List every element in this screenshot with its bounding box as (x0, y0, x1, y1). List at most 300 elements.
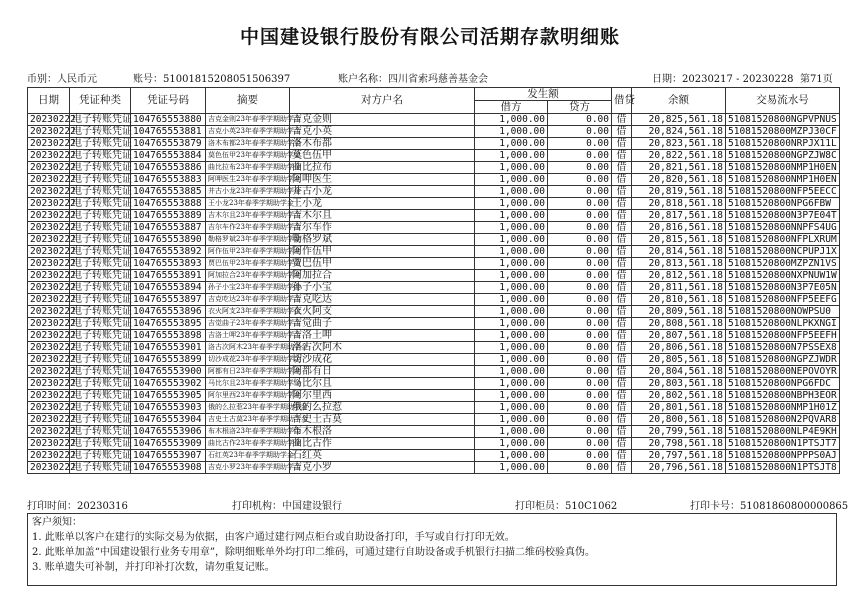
account-name: 账户名称：四川省索玛慈善基金会 (338, 74, 488, 85)
cell-date: 20230222 (28, 426, 70, 438)
cell-date: 20230222 (28, 198, 70, 210)
cell-serial: 51081520800NGPVPNUS (726, 114, 840, 126)
cell-date: 20230222 (28, 330, 70, 342)
cell-voucher-no: 104765553906 (131, 426, 206, 438)
cell-debit: 1,000.00 (475, 366, 548, 378)
cell-summary: 曲比拉布23年春季学期助学金 (206, 162, 290, 174)
cell-voucher-type: 电子转账凭证 (70, 402, 131, 414)
cell-serial: 51081520800NPPPS0AJ (726, 450, 840, 462)
cell-credit: 0.00 (548, 222, 612, 234)
cell-voucher-no: 104765553900 (131, 366, 206, 378)
cell-debit-credit: 借 (612, 282, 632, 294)
cell-counterparty: 布木根洛 (290, 426, 475, 438)
print-org: 打印机构：中国建设银行 (232, 501, 342, 512)
cell-balance: 20,802,561.18 (632, 390, 726, 402)
cell-summary: 莫色伍甲23年春季学期助学金 (206, 150, 290, 162)
table-row (28, 246, 840, 258)
cell-counterparty: 莫色伍甲 (290, 150, 475, 162)
table-row (28, 222, 840, 234)
cell-summary: 曲比古作23年春季学期助学金 (206, 438, 290, 450)
cell-credit: 0.00 (548, 258, 612, 270)
cell-debit-credit: 借 (612, 450, 632, 462)
currency-label: 币别：人民币元 (27, 74, 97, 85)
cell-debit: 1,000.00 (475, 390, 548, 402)
cell-voucher-type: 电子转账凭证 (70, 162, 131, 174)
cell-serial: 51081520800NMP1H0EN (726, 162, 840, 174)
cell-debit: 1,000.00 (475, 402, 548, 414)
page-title: 中国建设银行股份有限公司活期存款明细账 (239, 26, 620, 48)
cell-credit: 0.00 (548, 438, 612, 450)
cell-serial: 51081520800N7PSSEX8 (726, 342, 840, 354)
cell-voucher-type: 电子转账凭证 (70, 318, 131, 330)
cell-serial: 51081520800NFP5EEFH (726, 330, 840, 342)
cell-voucher-type: 电子转账凭证 (70, 366, 131, 378)
cell-counterparty: 吉木尔且 (290, 210, 475, 222)
cell-voucher-type: 电子转账凭证 (70, 426, 131, 438)
cell-balance: 20,807,561.18 (632, 330, 726, 342)
cell-summary: 吉克吃达23年春季学期助学金 (206, 294, 290, 306)
cell-credit: 0.00 (548, 330, 612, 342)
cell-voucher-type: 电子转账凭证 (70, 294, 131, 306)
cell-debit-credit: 借 (612, 294, 632, 306)
cell-summary: 阿加拉合23年春季学期助学金 (206, 270, 290, 282)
cell-counterparty: 阿加拉合 (290, 270, 475, 282)
cell-serial: 51081520800N3P7E05N (726, 282, 840, 294)
cell-date: 20230222 (28, 162, 70, 174)
cell-debit-credit: 借 (612, 198, 632, 210)
table-row (28, 450, 840, 462)
cell-date: 20230222 (28, 342, 70, 354)
header-credit: 贷方 (548, 101, 612, 114)
cell-voucher-type: 电子转账凭证 (70, 138, 131, 150)
cell-debit-credit: 借 (612, 402, 632, 414)
cell-credit: 0.00 (548, 450, 612, 462)
cell-serial: 51081520800N1PTSJT8 (726, 462, 840, 474)
cell-debit: 1,000.00 (475, 234, 548, 246)
cell-summary: 吉尔车作23年春季学期助学金 (206, 222, 290, 234)
cell-summary: 吉克金则23年春季学期助学金 (206, 114, 290, 126)
cell-debit: 1,000.00 (475, 258, 548, 270)
cell-serial: 51081520800NGPZJWDR (726, 354, 840, 366)
cell-counterparty: 吉克小英 (290, 126, 475, 138)
cell-date: 20230222 (28, 462, 70, 474)
cell-voucher-no: 104765553890 (131, 234, 206, 246)
cell-summary: 阿尔里西23年春季学期助学金 (206, 390, 290, 402)
cell-debit: 1,000.00 (475, 438, 548, 450)
cell-balance: 20,815,561.18 (632, 234, 726, 246)
cell-debit-credit: 借 (612, 414, 632, 426)
cell-date: 20230222 (28, 114, 70, 126)
cell-balance: 20,799,561.18 (632, 426, 726, 438)
cell-credit: 0.00 (548, 114, 612, 126)
cell-debit-credit: 借 (612, 462, 632, 474)
cell-voucher-no: 104765553898 (131, 330, 206, 342)
cell-debit-credit: 借 (612, 330, 632, 342)
cell-balance: 20,798,561.18 (632, 438, 726, 450)
table-row (28, 330, 840, 342)
cell-voucher-no: 104765553903 (131, 402, 206, 414)
cell-counterparty: 吉克金则 (290, 114, 475, 126)
cell-balance: 20,819,561.18 (632, 186, 726, 198)
cell-voucher-no: 104765553891 (131, 270, 206, 282)
table-row (28, 174, 840, 186)
notice-title: 客户须知： (32, 517, 82, 528)
table-row (28, 162, 840, 174)
cell-serial: 51081520800NPG6FBW (726, 198, 840, 210)
table-row (28, 318, 840, 330)
cell-debit: 1,000.00 (475, 162, 548, 174)
cell-voucher-type: 电子转账凭证 (70, 282, 131, 294)
cell-credit: 0.00 (548, 174, 612, 186)
cell-credit: 0.00 (548, 414, 612, 426)
cell-serial: 51081520800NLPKXNGI (726, 318, 840, 330)
cell-voucher-type: 电子转账凭证 (70, 306, 131, 318)
cell-debit-credit: 借 (612, 138, 632, 150)
cell-date: 20230222 (28, 294, 70, 306)
cell-summary: 阿都有日23年春季学期助学金 (206, 366, 290, 378)
cell-date: 20230222 (28, 402, 70, 414)
cell-debit: 1,000.00 (475, 126, 548, 138)
cell-counterparty: 吉洛土呷 (290, 330, 475, 342)
cell-summary: 石红英23年春季学期助学金 (206, 450, 290, 462)
table-row (28, 426, 840, 438)
cell-date: 20230222 (28, 414, 70, 426)
cell-counterparty: 切沙成花 (290, 354, 475, 366)
cell-date: 20230222 (28, 438, 70, 450)
table-row (28, 198, 840, 210)
cell-credit: 0.00 (548, 270, 612, 282)
customer-notice (27, 513, 837, 586)
cell-date: 20230222 (28, 366, 70, 378)
cell-summary: 吉觉曲子23年春季学期助学金 (206, 318, 290, 330)
cell-debit-credit: 借 (612, 246, 632, 258)
cell-voucher-no: 104765553899 (131, 354, 206, 366)
cell-counterparty: 勒格罗斌 (290, 234, 475, 246)
cell-balance: 20,812,561.18 (632, 270, 726, 282)
cell-debit-credit: 借 (612, 126, 632, 138)
cell-credit: 0.00 (548, 186, 612, 198)
cell-credit: 0.00 (548, 162, 612, 174)
header-date: 日期 (28, 88, 70, 114)
cell-credit: 0.00 (548, 138, 612, 150)
cell-voucher-type: 电子转账凭证 (70, 450, 131, 462)
cell-debit: 1,000.00 (475, 222, 548, 234)
cell-balance: 20,797,561.18 (632, 450, 726, 462)
cell-debit: 1,000.00 (475, 246, 548, 258)
table-row (28, 402, 840, 414)
cell-balance: 20,825,561.18 (632, 114, 726, 126)
cell-date: 20230222 (28, 186, 70, 198)
cell-voucher-type: 电子转账凭证 (70, 114, 131, 126)
cell-voucher-type: 电子转账凭证 (70, 414, 131, 426)
cell-debit: 1,000.00 (475, 270, 548, 282)
table-row (28, 210, 840, 222)
cell-balance: 20,824,561.18 (632, 126, 726, 138)
cell-date: 20230222 (28, 138, 70, 150)
cell-date: 20230222 (28, 126, 70, 138)
cell-serial: 51081520800NRPJX11L (726, 138, 840, 150)
cell-voucher-no: 104765553909 (131, 438, 206, 450)
cell-voucher-type: 电子转账凭证 (70, 342, 131, 354)
cell-counterparty: 阿尔里西 (290, 390, 475, 402)
cell-credit: 0.00 (548, 342, 612, 354)
table-row (28, 390, 840, 402)
cell-voucher-no: 104765553879 (131, 138, 206, 150)
cell-summary: 吉史土古莫23年春季学期助学金 (206, 414, 290, 426)
cell-debit: 1,000.00 (475, 426, 548, 438)
cell-debit: 1,000.00 (475, 450, 548, 462)
cell-balance: 20,818,561.18 (632, 198, 726, 210)
cell-counterparty: 马比尔且 (290, 378, 475, 390)
cell-date: 20230222 (28, 258, 70, 270)
cell-debit-credit: 借 (612, 150, 632, 162)
cell-counterparty: 王小龙 (290, 198, 475, 210)
cell-voucher-type: 电子转账凭证 (70, 330, 131, 342)
table-row (28, 342, 840, 354)
print-time: 打印时间：20230316 (27, 501, 128, 512)
cell-voucher-no: 104765553908 (131, 462, 206, 474)
cell-balance: 20,816,561.18 (632, 222, 726, 234)
cell-debit-credit: 借 (612, 366, 632, 378)
table-row (28, 366, 840, 378)
cell-summary: 洛木布都23年春季学期助学金 (206, 138, 290, 150)
cell-voucher-no: 104765553892 (131, 246, 206, 258)
cell-serial: 51081520800NMP1H0EN (726, 174, 840, 186)
cell-serial: 51081520800NOWPSU0 (726, 306, 840, 318)
cell-debit: 1,000.00 (475, 354, 548, 366)
cell-summary: 吉洛土呷23年春季学期助学金 (206, 330, 290, 342)
cell-counterparty: 吉克小罗 (290, 462, 475, 474)
cell-debit-credit: 借 (612, 426, 632, 438)
table-row (28, 138, 840, 150)
notice-item: 1. 此账单以客户在建行的实际交易为依据，由客户通过建行网点柜台或自助设备打印，手写或自行打印无效。 (32, 532, 515, 543)
cell-debit: 1,000.00 (475, 330, 548, 342)
cell-serial: 51081520800MZPJ30CF (726, 126, 840, 138)
cell-balance: 20,806,561.18 (632, 342, 726, 354)
cell-date: 20230222 (28, 390, 70, 402)
table-row (28, 234, 840, 246)
cell-serial: 51081520800NFP5EEFG (726, 294, 840, 306)
header-debit: 借方 (475, 101, 548, 114)
cell-debit-credit: 借 (612, 378, 632, 390)
cell-credit: 0.00 (548, 234, 612, 246)
cell-date: 20230222 (28, 282, 70, 294)
cell-counterparty: 吉克吃达 (290, 294, 475, 306)
header-summary: 摘要 (206, 88, 290, 114)
cell-balance: 20,823,561.18 (632, 138, 726, 150)
cell-credit: 0.00 (548, 378, 612, 390)
cell-credit: 0.00 (548, 126, 612, 138)
cell-summary: 井古小龙23年春季学期助学金 (206, 186, 290, 198)
cell-debit-credit: 借 (612, 342, 632, 354)
cell-balance: 20,804,561.18 (632, 366, 726, 378)
cell-counterparty: 石红英 (290, 450, 475, 462)
cell-summary: 吉木尔且23年春季学期助学金 (206, 210, 290, 222)
cell-voucher-type: 电子转账凭证 (70, 186, 131, 198)
header-voucher-type: 凭证种类 (70, 88, 131, 114)
cell-voucher-type: 电子转账凭证 (70, 150, 131, 162)
cell-summary: 阿作伍甲23年春季学期助学金 (206, 246, 290, 258)
header-debit-credit: 借贷 (612, 88, 632, 114)
header-counterparty: 对方户名 (290, 88, 475, 114)
cell-summary: 吉克小英23年春季学期助学金 (206, 126, 290, 138)
cell-voucher-type: 电子转账凭证 (70, 378, 131, 390)
cell-debit: 1,000.00 (475, 138, 548, 150)
cell-voucher-type: 电子转账凭证 (70, 246, 131, 258)
cell-date: 20230222 (28, 210, 70, 222)
cell-serial: 51081520800NEPOVOYR (726, 366, 840, 378)
cell-summary: 吉克小罗23年春季学期助学金 (206, 462, 290, 474)
cell-debit-credit: 借 (612, 390, 632, 402)
cell-voucher-no: 104765553886 (131, 162, 206, 174)
cell-summary: 马比尔且23年春季学期助学金 (206, 378, 290, 390)
cell-debit-credit: 借 (612, 186, 632, 198)
cell-voucher-no: 104765553893 (131, 258, 206, 270)
table-row (28, 354, 840, 366)
page-number: 第71页 (800, 74, 833, 85)
cell-serial: 51081520800MZPZN1VS (726, 258, 840, 270)
cell-counterparty: 吉史土古莫 (290, 414, 475, 426)
cell-debit-credit: 借 (612, 354, 632, 366)
cell-voucher-no: 104765553887 (131, 222, 206, 234)
cell-debit: 1,000.00 (475, 306, 548, 318)
cell-balance: 20,809,561.18 (632, 306, 726, 318)
table-row (28, 462, 840, 474)
cell-voucher-no: 104765553897 (131, 294, 206, 306)
cell-credit: 0.00 (548, 294, 612, 306)
cell-debit: 1,000.00 (475, 174, 548, 186)
cell-voucher-type: 电子转账凭证 (70, 438, 131, 450)
cell-date: 20230222 (28, 150, 70, 162)
cell-voucher-no: 104765553881 (131, 126, 206, 138)
cell-balance: 20,822,561.18 (632, 150, 726, 162)
cell-voucher-type: 电子转账凭证 (70, 462, 131, 474)
cell-counterparty: 洛木布都 (290, 138, 475, 150)
cell-voucher-no: 104765553901 (131, 342, 206, 354)
cell-debit: 1,000.00 (475, 150, 548, 162)
cell-debit-credit: 借 (612, 258, 632, 270)
cell-debit: 1,000.00 (475, 342, 548, 354)
cell-serial: 51081520800NXPNUW1W (726, 270, 840, 282)
cell-balance: 20,813,561.18 (632, 258, 726, 270)
header-amount: 发生额 (475, 88, 612, 101)
cell-debit: 1,000.00 (475, 414, 548, 426)
cell-voucher-type: 电子转账凭证 (70, 126, 131, 138)
notice-item: 2. 此账单加盖“中国建设银行业务专用章”，除明细账单外均打印二维码，可通过建行自助设备或手机银行扫描二维码校验真伪。 (32, 547, 595, 558)
cell-balance: 20,805,561.18 (632, 354, 726, 366)
cell-voucher-type: 电子转账凭证 (70, 234, 131, 246)
cell-credit: 0.00 (548, 318, 612, 330)
cell-counterparty: 贾巴伍甲 (290, 258, 475, 270)
cell-counterparty: 阿都有日 (290, 366, 475, 378)
cell-summary: 勒格罗斌23年春季学期助学金 (206, 234, 290, 246)
cell-date: 20230222 (28, 174, 70, 186)
print-card: 打印卡号：51081860800000865 (690, 501, 849, 512)
cell-credit: 0.00 (548, 198, 612, 210)
cell-voucher-type: 电子转账凭证 (70, 390, 131, 402)
table-row (28, 378, 840, 390)
cell-credit: 0.00 (548, 246, 612, 258)
cell-debit: 1,000.00 (475, 210, 548, 222)
cell-serial: 51081520800NCPUPJ1X (726, 246, 840, 258)
cell-serial: 51081520800N2PQVAR8 (726, 414, 840, 426)
cell-balance: 20,820,561.18 (632, 174, 726, 186)
cell-debit: 1,000.00 (475, 198, 548, 210)
table-row (28, 306, 840, 318)
cell-serial: 51081520800NNPFS4UG (726, 222, 840, 234)
cell-summary: 衣火阿支23年春季学期助学金 (206, 306, 290, 318)
cell-serial: 51081520800NFPLXRUM (726, 234, 840, 246)
cell-voucher-no: 104765553885 (131, 186, 206, 198)
header-balance: 余额 (632, 88, 726, 114)
cell-credit: 0.00 (548, 462, 612, 474)
date-range: 日期：20230217 - 20230228 (652, 74, 794, 85)
cell-counterparty: 阿呷医生 (290, 174, 475, 186)
cell-serial: 51081520800NLP4E9KH (726, 426, 840, 438)
cell-voucher-type: 电子转账凭证 (70, 198, 131, 210)
cell-voucher-no: 104765553888 (131, 198, 206, 210)
cell-balance: 20,800,561.18 (632, 414, 726, 426)
cell-debit: 1,000.00 (475, 186, 548, 198)
cell-counterparty: 曲比拉布 (290, 162, 475, 174)
cell-credit: 0.00 (548, 282, 612, 294)
table-row (28, 186, 840, 198)
cell-debit-credit: 借 (612, 234, 632, 246)
cell-summary: 阿呷医生23年春季学期助学金 (206, 174, 290, 186)
cell-counterparty: 衣火阿支 (290, 306, 475, 318)
cell-debit-credit: 借 (612, 210, 632, 222)
cell-date: 20230222 (28, 306, 70, 318)
cell-credit: 0.00 (548, 366, 612, 378)
cell-balance: 20,801,561.18 (632, 402, 726, 414)
cell-credit: 0.00 (548, 354, 612, 366)
print-teller: 打印柜员：510C1062 (515, 501, 618, 512)
cell-voucher-type: 电子转账凭证 (70, 354, 131, 366)
cell-counterparty: 曲比古作 (290, 438, 475, 450)
cell-balance: 20,808,561.18 (632, 318, 726, 330)
table-row (28, 114, 840, 126)
cell-voucher-no: 104765553907 (131, 450, 206, 462)
cell-counterparty: 洛古次阿木 (290, 342, 475, 354)
cell-voucher-no: 104765553884 (131, 150, 206, 162)
cell-voucher-no: 104765553889 (131, 210, 206, 222)
cell-credit: 0.00 (548, 306, 612, 318)
cell-voucher-type: 电子转账凭证 (70, 270, 131, 282)
cell-date: 20230222 (28, 378, 70, 390)
cell-serial: 51081520800NPG6FDC (726, 378, 840, 390)
cell-date: 20230222 (28, 354, 70, 366)
cell-debit: 1,000.00 (475, 282, 548, 294)
cell-debit-credit: 借 (612, 162, 632, 174)
cell-date: 20230222 (28, 318, 70, 330)
cell-debit-credit: 借 (612, 270, 632, 282)
cell-voucher-no: 104765553904 (131, 414, 206, 426)
table-row (28, 282, 840, 294)
table-row (28, 270, 840, 282)
cell-voucher-no: 104765553902 (131, 378, 206, 390)
cell-balance: 20,811,561.18 (632, 282, 726, 294)
table-row (28, 126, 840, 138)
cell-balance: 20,803,561.18 (632, 378, 726, 390)
cell-credit: 0.00 (548, 150, 612, 162)
cell-debit: 1,000.00 (475, 114, 548, 126)
cell-voucher-type: 电子转账凭证 (70, 210, 131, 222)
statement-table (27, 87, 840, 474)
cell-balance: 20,821,561.18 (632, 162, 726, 174)
table-row (28, 414, 840, 426)
cell-credit: 0.00 (548, 390, 612, 402)
cell-serial: 51081520800N3P7E04T (726, 210, 840, 222)
